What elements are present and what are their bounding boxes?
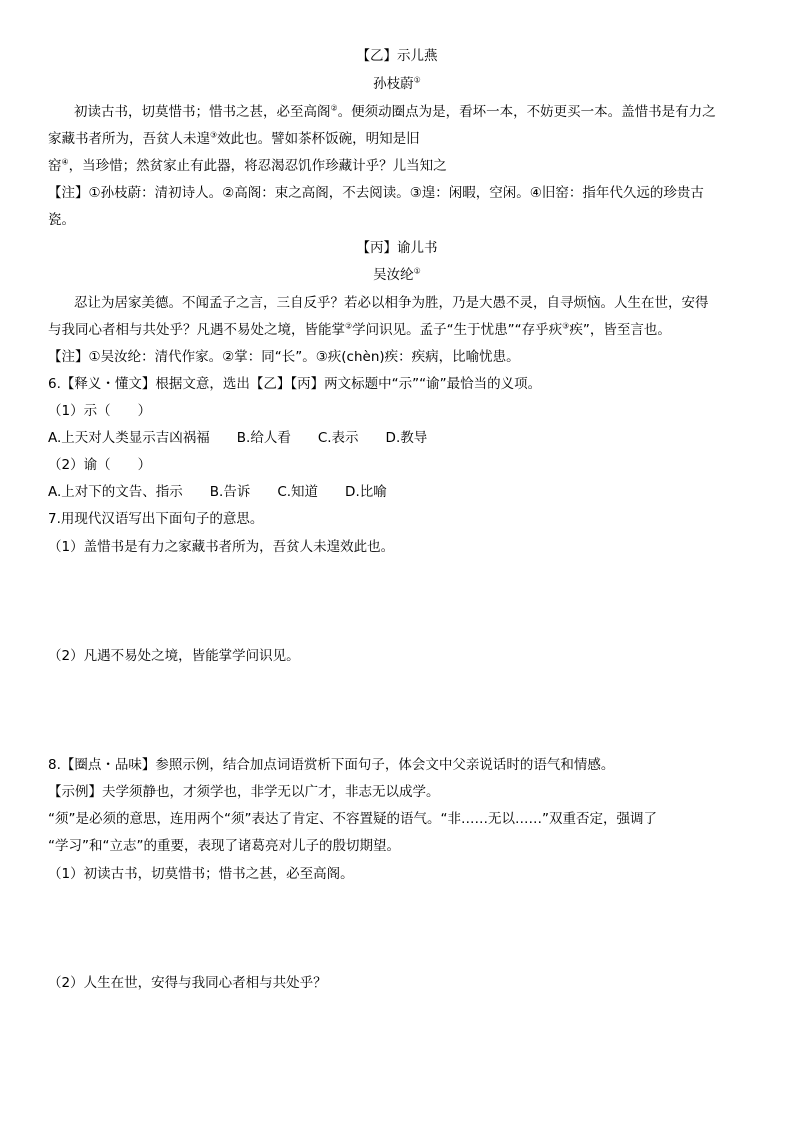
question-8-explanation-line-2: “学习”和“立志”的重要，表现了诸葛亮对儿子的殷切期望。 <box>48 838 400 854</box>
question-6-sub-1: （1）示（ ） <box>48 403 152 419</box>
text-span: ，当珍惜；然贫家止有此器，将忍渴忍饥作珍藏计乎？儿当知之 <box>68 158 447 174</box>
text-span: 与我同心者相与共处乎？凡遇不易处之境，皆能掌 <box>48 322 345 338</box>
passage-bing-paragraph-line-2 <box>48 320 754 340</box>
passage-yi-paragraph-line-3 <box>48 156 754 176</box>
footnote-marker: ④ <box>61 157 69 167</box>
footnote-marker: ② <box>330 103 338 113</box>
passage-yi-paragraph-line-2 <box>48 129 754 149</box>
footnote-marker: ③ <box>210 130 218 140</box>
question-6-options-1: A.上天对人类显示吉凶祸福 B.给人看 C.表示 D.教导 <box>48 430 428 446</box>
footnote-marker: ① <box>413 266 421 276</box>
question-8-explanation-line-1: “须”是必须的意思，连用两个“须”表达了肯定、不容置疑的语气。“非……无以……”双重否定，强调了 <box>48 811 657 827</box>
question-7-sub-1: （1）盖惜书是有力之家藏书者所为，吾贫人未遑效此也。 <box>48 539 395 555</box>
footnote-marker: ② <box>345 321 353 331</box>
text-span: 疾”，皆至言也。 <box>569 322 671 338</box>
question-7-sub-2: （2）凡遇不易处之境，皆能掌学问识见。 <box>48 648 300 664</box>
text-span: 窑 <box>48 158 62 174</box>
question-8-sub-1: （1）初读古书，切莫惜书；惜书之甚，必至高阁。 <box>48 866 354 882</box>
footnote-marker: ① <box>413 75 421 85</box>
question-6-options-2: A.上对下的文告、指示 B.告诉 C.知道 D.比喻 <box>48 484 387 500</box>
text-span: 效此也。譬如茶杯饭碗，明知是旧 <box>217 131 420 147</box>
footnote-marker: ③ <box>562 321 570 331</box>
passage-bing-author <box>0 265 794 285</box>
question-6-sub-2: （2）谕（ ） <box>48 457 152 473</box>
passage-bing-paragraph-line-1: 忍让为居家美德。不闻孟子之言，三自反乎？若必以相争为胜，乃是大愚不灵，自寻烦恼。人生在世，安得 <box>74 295 709 311</box>
text-span: 家藏书者所为，吾贫人未遑 <box>48 131 210 147</box>
passage-yi-paragraph-line-1 <box>74 102 754 122</box>
text-span: 学问识见。孟子“生于忧患”“存乎疢 <box>352 322 563 338</box>
passage-yi-title: 【乙】示儿燕 <box>356 48 438 64</box>
passage-yi-author <box>0 74 794 94</box>
question-8-sub-2: （2）人生在世，安得与我同心者相与共处乎？ <box>48 975 327 991</box>
question-7-stem: 7.用现代汉语写出下面句子的意思。 <box>48 511 264 527</box>
question-6-stem: 6.【释义・懂文】根据文意，选出【乙】【丙】两文标题中“示”“谕”最恰当的义项。 <box>48 376 542 392</box>
text-span: 。便须动圈点为是，看坏一本，不妨更买一本。盖惜书是有力之 <box>337 104 716 120</box>
author-name: 孙枝蔚 <box>373 76 414 92</box>
passage-bing-title: 【丙】谕儿书 <box>356 240 438 256</box>
passage-bing-note: 【注】①吴汝纶：清代作家。②掌：同“长”。③疢(chèn)疾：疾病，比喻忧患。 <box>48 349 520 365</box>
text-span: 初读古书，切莫惜书；惜书之甚，必至高阁 <box>74 104 331 120</box>
question-8-stem: 8.【圈点・品味】参照示例，结合加点词语赏析下面句子，体会文中父亲说话时的语气和情感。 <box>48 757 615 773</box>
question-8-example: 【示例】夫学须静也，才须学也，非学无以广才，非志无以成学。 <box>48 784 440 800</box>
passage-yi-note-line-2: 瓷。 <box>48 212 75 228</box>
author-name: 吴汝纶 <box>373 267 414 283</box>
passage-yi-note-line-1: 【注】①孙枝蔚：清初诗人。②高阁：束之高阁，不去阅读。③遑：闲暇，空闲。④旧窑：指年代久远的珍贵古 <box>48 185 704 201</box>
